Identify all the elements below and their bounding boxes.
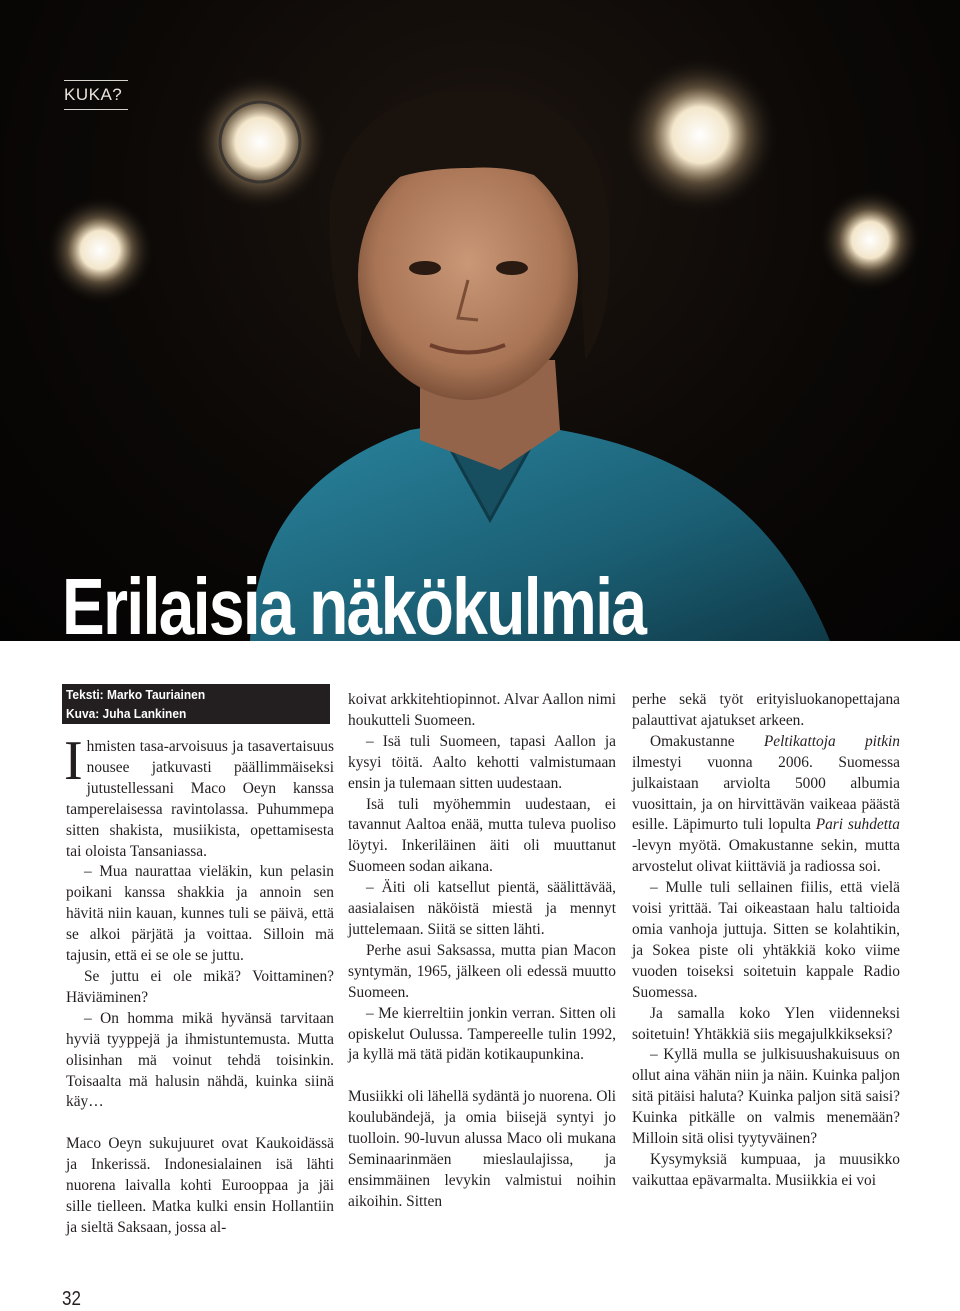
section-label: KUKA? bbox=[64, 80, 128, 110]
portrait-photo bbox=[0, 0, 960, 641]
stage-light-2 bbox=[620, 55, 780, 215]
article-column-1 bbox=[64, 730, 334, 1239]
text-credit: Teksti: Marko Tauriainen bbox=[66, 687, 206, 702]
article-column-3 bbox=[632, 690, 900, 1192]
paragraph: – Isä tuli Suomeen, tapasi Aallon ja kysyi töitä. Aalto kehotti valmistumaan ensin ja tulemaan sitten uudestaan. bbox=[348, 732, 616, 792]
paragraph: – Mulle tuli sellainen fiilis, että vielä voisi yrittää. Tai oikeastaan halu taltioida omia vanhoja juttuja. Sitten se kolahtikin, ja Sokea piste oli yhtäkkiä koko viime vuoden toiseksi soitetuin kappale Radio Suomessa. bbox=[632, 879, 900, 1001]
stage-light-3 bbox=[45, 195, 155, 305]
paragraph: – Kyllä mulla se julkisuushakuisuus on ollut aina vähän niin ja näin. Kuinka paljon sitä pitäisi haluta? Kuinka paljon sitä saisi? Kuinka pitkälle on valmis menemään? Milloin sitä olisi tyytyväinen? bbox=[632, 1046, 900, 1148]
paragraph: Kysymyksiä kumpuaa, ja muusikko vaikuttaa epävarmalta. Musiikkia ei voi bbox=[632, 1150, 900, 1189]
face bbox=[358, 150, 578, 400]
paragraph: – Mua naurattaa vieläkin, kun pelasin poikani kanssa shakkia ja annoin sen hävitä niin kauan, kunnes tuli se päivä, että se alkoi pärjätä ja voittaa. Silloin mä tajusin, että ei se ole se juttu. bbox=[66, 863, 334, 965]
stage-light-4 bbox=[818, 188, 922, 292]
paragraph: – Me kierreltiin jonkin verran. Sitten oli opiskelut Oulussa. Tampereelle tulin 1992, ja kyllä mä tätä pidän kotikaupunkina. bbox=[348, 1004, 616, 1064]
headline: Erilaisia näkökulmia bbox=[62, 562, 646, 641]
credits-box bbox=[62, 684, 330, 724]
album-title: Peltikattoja pitkin bbox=[763, 732, 900, 750]
page-number: 32 bbox=[62, 1288, 81, 1310]
paragraph: koivat arkkitehtiopinnot. Alvar Aallon nimi houkutteli Suomeen. bbox=[348, 691, 616, 729]
drop-cap: I bbox=[64, 730, 83, 792]
paragraph: Maco Oeyn sukujuuret ovat Kaukoidässä ja Inkerissä. Indonesialainen isä lähti nuorena laivalla kohti Eurooppaa ja jäi sille tielleen. Matka kulki ensin Hollantiin ja sieltä Saksaan, jossa al- bbox=[66, 1135, 334, 1236]
paragraph: Se juttu ei ole mikä? Voittaminen? Häviäminen? bbox=[66, 967, 334, 1006]
stage-light-1 bbox=[190, 72, 330, 212]
paragraph: Omakustanne Peltikattoja pitkin ilmestyi vuonna 2006. Suomessa julkaistaan arviolta 5000 albumia vuosittain, ja on hirvittävän vaikeaa päästä esille. Läpimurto tuli lopulta Pari suhdetta -levyn myötä. Omakustanne sekin, mutta arvostelut olivat kiittäviä ja radiossa soi. bbox=[632, 732, 900, 876]
photo-illustration bbox=[0, 0, 960, 641]
paragraph: Musiikki oli lähellä sydäntä jo nuorena. Oli koulubändejä, ja omia biisejä syntyi jo tuolloin. 90-luvun alussa Maco oli mukana Seminaarinmäen mieslaulajissa, ja ensimmäinen levykin valmistui noihin aikoihin. Sitten bbox=[348, 1088, 617, 1210]
photo-credit: Kuva: Juha Lankinen bbox=[66, 706, 187, 721]
paragraph: perhe sekä työt erityisluokanopettajana palauttivat ajatukset arkeen. bbox=[632, 691, 900, 729]
paragraph: – On homma mikä hyvänsä tarvitaan hyviä tyyppejä ja ihmistuntemusta. Mutta olisinhan mä voinut tehdä toisinkin. Toisaalta mä halusin nähdä, kuinka siinä käy… bbox=[66, 1009, 334, 1111]
intro-paragraph: Ihmisten tasa-arvoisuus ja tasavertaisuus nousee jatkuvasti päällimmäiseksi jutustellessani Maco Oeyn kanssa tamperelaisessa ravintolassa. Puhummepa sitten shakista, musiikista, opettamisesta tai oloista Tansaniassa. bbox=[64, 730, 334, 860]
paragraph: Perhe asui Saksassa, mutta pian Macon syntymän, 1965, jälkeen oli edessä muutto Suomeen. bbox=[348, 941, 616, 1001]
article-column-2 bbox=[348, 690, 616, 1213]
paragraph: Ja samalla koko Ylen viidenneksi soitetuin! Yhtäkkiä siis megajulkkikseksi? bbox=[632, 1004, 900, 1043]
paragraph: Isä tuli myöhemmin uudestaan, ei tavannut Aaltoa enää, mutta tuleva puoliso löytyi. Inkeriläinen äiti oli muuttanut Suomeen sodan aikana. bbox=[348, 795, 616, 876]
paragraph: – Äiti oli katsellut pientä, säälittävää, aasialaisen näköistä miestä ja mennyt juttelemaan. Siitä se sitten lähti. bbox=[348, 879, 616, 938]
album-title: Pari suhdetta bbox=[815, 816, 900, 834]
